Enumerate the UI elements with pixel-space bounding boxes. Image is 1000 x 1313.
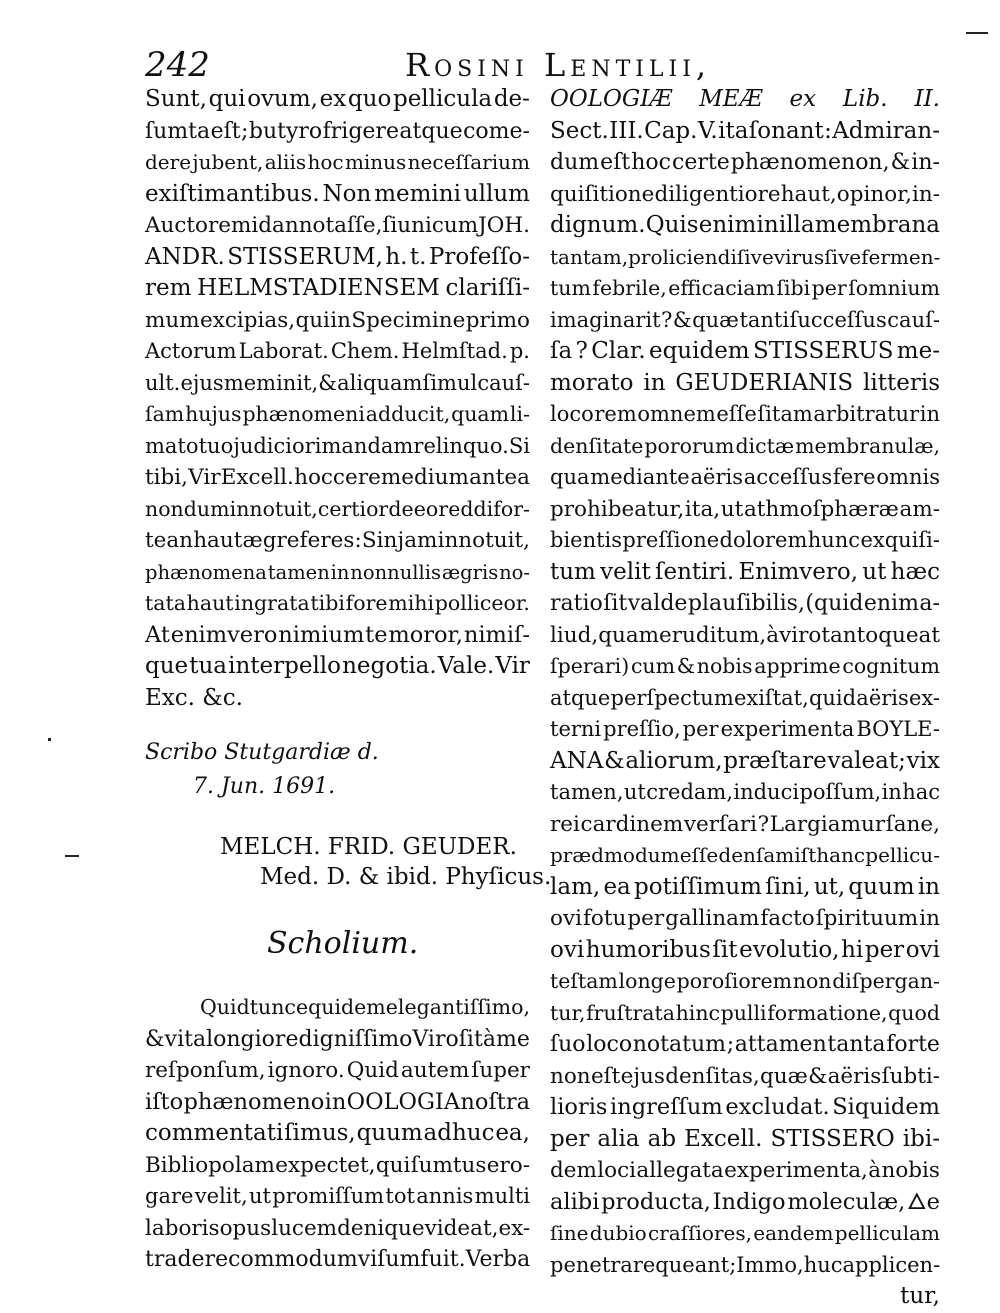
text-line: loco rem omnem eſſe ſitam arbitratur in — [550, 402, 940, 426]
text-line: nondum innotuit, certior de eo reddi for- — [145, 496, 530, 521]
text-line: prædmodum eſſe denſam iſthanc pellicu- — [550, 843, 940, 867]
page-number: 242 — [145, 45, 210, 85]
text-line: iſto phænomeno in OOLOGIA noſtra — [145, 1088, 530, 1115]
text-line: lioris ingreſſum excludat. Siquidem — [550, 1094, 940, 1120]
text-line: quiſitione diligentiore haut, opinor, in- — [550, 181, 940, 207]
right-column — [550, 84, 940, 1313]
text-line: commentati ſimus, quum adhuc ea, — [145, 1120, 530, 1146]
letter-body-paragraph — [145, 84, 530, 714]
text-line: imaginarit ? & quæ tanti ſucceſſus cauſ- — [550, 307, 940, 332]
left-column — [145, 84, 552, 1276]
text-line: ſam hujus phænomeni adducit, quam li- — [145, 402, 530, 426]
text-line: ovi humoribus ſit evolutio, hi per ovi — [550, 936, 940, 963]
text-line: denſitate pororum dictæ membranulæ, — [550, 433, 940, 458]
text-line: OOLOGIÆ MEÆ ex Lib. II. — [550, 86, 940, 112]
text-line: Auctorem id annotaſſe, ſi unicum JOH. — [145, 213, 530, 238]
text-line: tum velit ſentiri. Enimvero, ut hæc — [550, 558, 940, 585]
text-line: ſa ? Clar. equidem STISSERUS me- — [550, 338, 940, 364]
text-line: dum eſt hoc certe phænomenon, & in- — [550, 150, 940, 175]
scan-mark — [966, 32, 988, 34]
text-line: liud, quam eruditum, à viro tanto queat — [550, 622, 940, 648]
text-line: tur, fruſtrata hinc pulli formatione, quod — [550, 1000, 940, 1025]
text-line: ſperari) cum & nobis apprime cognitum — [550, 654, 940, 678]
text-line: teſtam longe poroſiorem non diſpergan- — [550, 969, 940, 993]
text-line: ſine dubio craſſiores, eandem pelliculam — [550, 1221, 940, 1245]
text-line: gare velit, ut promiſſum tot annis multi — [145, 1184, 530, 1208]
text-line: ANDR. STISSERUM, h. t. Profeſſo- — [145, 243, 530, 270]
running-head: Rosini Lentilii, — [405, 46, 712, 84]
text-line: atque perſpectum exiſtat, quid aëris ex- — [550, 685, 940, 710]
text-line: dere jubent, aliis hoc minus neceſſarium — [145, 150, 530, 174]
text-line: Actorum Laborat. Chem. Helmſtad. p. — [145, 339, 530, 363]
text-line: tamen, ut credam, induci poſſum, in hac — [550, 780, 940, 804]
text-line: ſumta eſt ; butyro frigere atque come- — [145, 118, 530, 144]
text-line: exiſtimantibus. Non memini ullum — [145, 180, 530, 207]
text-line: qua mediante aëris acceſſus fere omnis — [550, 465, 940, 489]
text-line: que tua interpello negotia. Vale. Vir — [145, 653, 530, 679]
scan-mark — [48, 738, 51, 741]
text-line: rem HELMSTADIENSEM clariſſi- — [145, 275, 530, 301]
text-line: tum febrile, efficaciam ſibi per ſomnium — [550, 276, 940, 300]
text-line: Sect. III. Cap. V. ita ſonant : Admiran- — [550, 117, 940, 144]
text-line: rei cardinem verſari ? Largiamur ſane, — [550, 811, 940, 837]
text-line: ANA & aliorum, præſtare valeat; vix — [550, 747, 940, 774]
scholium-paragraph — [145, 992, 530, 1276]
text-line: ovi fotu per gallinam facto ſpirituum in — [550, 906, 940, 931]
signature-name: MELCH. FRID. GEUDER. — [220, 834, 517, 860]
text-line: terni preſſio, per experimenta BOYLE- — [550, 717, 940, 741]
text-line: tibi, Vir Excell. hocce remedium antea — [145, 465, 530, 490]
dateline-date: 7. Jun. 1691. — [193, 774, 336, 799]
text-line: alibi producta, Indigo moleculæ, 🜂e — [550, 1188, 940, 1215]
text-line: lam, ea potiſſimum ſini, ut, quum in — [550, 873, 940, 900]
text-line: mum excipias, qui in Specimine primo — [145, 307, 530, 333]
text-line: tradere commodum viſum fuit. Verba — [145, 1247, 531, 1272]
text-line: tantam, proliciendi ſive virus ſive fermen- — [550, 244, 941, 269]
text-line: morato in GEUDERIANIS litteris — [550, 369, 940, 396]
text-line: per alia ab Excell. STISSERO ibi- — [550, 1125, 940, 1152]
text-line: tata haut ingrata tibi fore mihi polliceor. — [145, 591, 530, 615]
text-line: Bibliopolam expectet, qui ſumtus ero- — [145, 1152, 530, 1178]
text-line: Exc. &c. — [145, 684, 243, 711]
text-line: reſponſum, ignoro. Quid autem ſuper — [145, 1058, 530, 1083]
text-line: Quid tunc equidem elegantiſſimo, — [200, 995, 530, 1019]
text-line: dem loci allegata experimenta, à nobis — [550, 1158, 940, 1183]
dateline — [145, 736, 530, 804]
text-line: penetrare queant ; Immo, huc applicen- — [550, 1252, 941, 1277]
text-line: dignum. Quis enim in illa membrana — [550, 212, 940, 238]
text-line: ratio ſit valde plauſibilis, (quid enim a- — [550, 591, 940, 616]
text-line: non eſt ejus denſitas, quæ & aëris ſubti- — [550, 1063, 940, 1089]
text-line: At enimvero nimium te moror, nimiſ- — [145, 621, 530, 648]
text-line: phænomena tamen in nonnullis ægris no- — [145, 560, 530, 584]
text-line: ult. ejus meminit, & aliquam ſimul cauſ- — [145, 370, 530, 395]
catchword: tur, — [900, 1283, 940, 1309]
text-line: laboris opus lucem denique videat, ex- — [145, 1215, 531, 1241]
scan-mark — [65, 855, 79, 857]
signature-title: Med. D. & ibid. Phyſicus. — [260, 864, 552, 890]
text-line: tean haut ægre feres : Sin jam innotuit, — [145, 528, 530, 553]
scholium-heading: Scholium. — [267, 926, 419, 961]
text-line: ſuo loco notatum ; attamen tanta forte — [550, 1032, 940, 1057]
text-line: prohibeatur, ita, ut athmoſphæræ am- — [550, 496, 940, 522]
dateline-place: Scribo Stutgardiæ d. — [145, 740, 379, 765]
text-line: Sunt, qui ovum, ex quo pellicula de- — [145, 86, 530, 112]
text-line: mato tuo judicio rimandam relinquo. Si — [145, 433, 530, 458]
text-line: & vita longiore digniſſimo Viro ſit à me — [145, 1026, 530, 1052]
text-line: bientis preſſione dolorem hunc exquiſi- — [550, 528, 940, 552]
signature-block — [145, 832, 552, 892]
